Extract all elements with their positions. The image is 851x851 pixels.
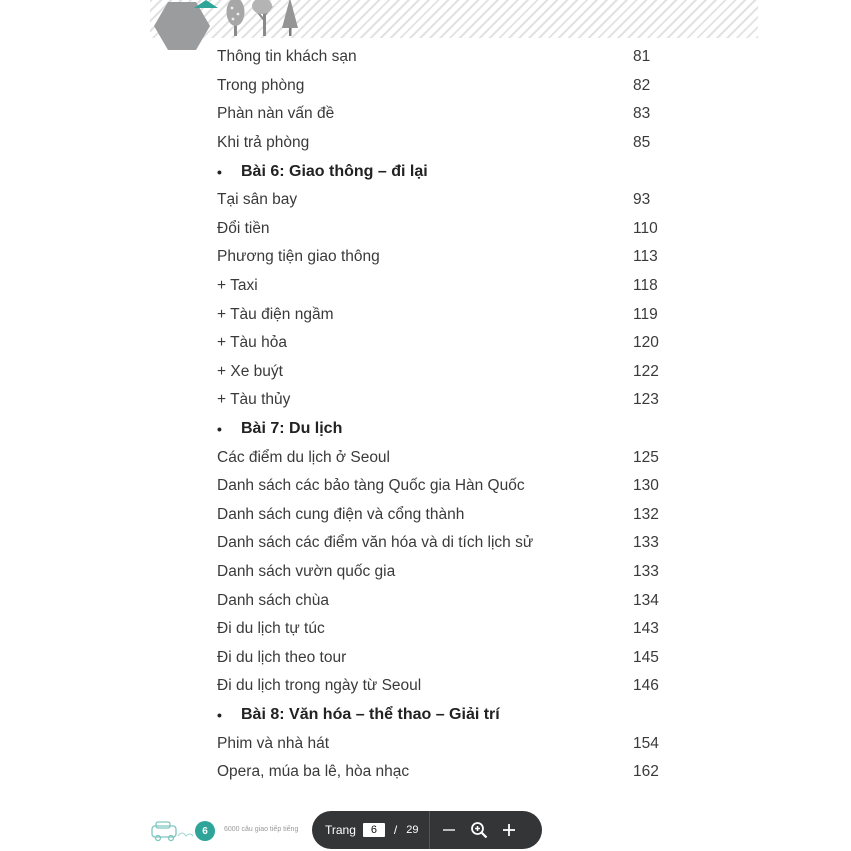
car-icon (150, 820, 194, 842)
toc-page-number: 130 (633, 477, 659, 495)
toc-page-number: 154 (633, 734, 659, 752)
zoom-button[interactable] (464, 815, 494, 845)
toolbar-divider (429, 811, 430, 849)
plus-icon (502, 823, 516, 837)
bullet-icon: • (217, 421, 222, 438)
minus-icon (442, 823, 456, 837)
toc-entry (217, 386, 677, 415)
toc-page-number: 133 (633, 534, 659, 552)
toc-page-number: 113 (633, 248, 658, 266)
toc-entry (217, 672, 677, 701)
page-label: Trang (325, 823, 356, 837)
toc-entry (217, 243, 677, 272)
toc-entry-label: Các điểm du lịch ở Seoul (217, 448, 390, 466)
toc-entry-label: Phàn nàn vấn đề (217, 105, 335, 123)
toc-page-number: 85 (633, 134, 651, 152)
toc-entry-label: + Xe buýt (217, 362, 283, 380)
section-title: Bài 7: Du lịch (241, 420, 343, 438)
toc-entry (217, 72, 677, 101)
toc-entry (217, 100, 677, 129)
toc-entry-label: Khi trả phòng (217, 134, 310, 152)
toc-page-number: 82 (633, 76, 651, 94)
toc-entry-label: + Taxi (217, 277, 258, 295)
toc-entry-label: Đi du lịch trong ngày từ Seoul (217, 677, 422, 695)
toc-entry-label: Opera, múa ba lê, hòa nhạc (217, 763, 410, 781)
toc-page-number: 93 (633, 191, 651, 209)
toc-entry (217, 643, 677, 672)
viewer-toolbar (312, 811, 542, 849)
toc-page-number: 119 (633, 305, 658, 323)
toc-entry-label: + Tàu hỏa (217, 334, 287, 352)
section-title: Bài 8: Văn hóa – thể thao – Giải trí (241, 705, 500, 723)
toc-entry-label: Danh sách vườn quốc gia (217, 562, 396, 580)
toc-entry (217, 758, 677, 787)
bullet-icon: • (217, 163, 222, 180)
toc-section-heading (217, 701, 677, 730)
toc-page-number: 125 (633, 448, 659, 466)
toc-section-heading (217, 157, 677, 186)
toc-page-number: 120 (633, 334, 659, 352)
trees-illustration (226, 0, 326, 38)
toc-entry (217, 586, 677, 615)
section-title: Bài 6: Giao thông – đi lại (241, 162, 428, 180)
toc-entry (217, 215, 677, 244)
toc-entry-label: Phim và nhà hát (217, 734, 330, 752)
triangle-decoration (194, 0, 218, 8)
toc-page-number: 123 (633, 391, 659, 409)
toc-entry (217, 300, 677, 329)
toc-page-number: 146 (633, 677, 659, 695)
toc-entry (217, 615, 677, 644)
toc-entry-label: Thông tin khách sạn (217, 48, 357, 66)
toc-entry (217, 43, 677, 72)
toc-entry-label: Trong phòng (217, 76, 305, 94)
toc-entry-label: Đổi tiền (217, 219, 270, 237)
bullet-icon: • (217, 706, 222, 723)
page-number-input[interactable]: 6 (363, 823, 385, 837)
toc-entry-label: + Tàu điện ngầm (217, 305, 334, 323)
toc-page-number: 118 (633, 277, 658, 295)
toc-entry-label: Danh sách các điểm văn hóa và di tích lịch sử (217, 534, 534, 552)
toc-entry-label: Danh sách chùa (217, 591, 330, 609)
toc-entry (217, 529, 677, 558)
toc-page-number: 162 (633, 763, 659, 781)
toc-entry (217, 558, 677, 587)
toc-entry (217, 729, 677, 758)
toc-entry (217, 329, 677, 358)
toc-entry-label: + Tàu thủy (217, 391, 291, 409)
toc-page-number: 83 (633, 105, 651, 123)
document-page (150, 0, 758, 851)
toc-page-number: 122 (633, 362, 659, 380)
toc-page-number: 110 (633, 219, 658, 237)
toc-entry-label: Đi du lịch tự túc (217, 620, 325, 638)
zoom-out-button[interactable] (434, 815, 464, 845)
toc-page-number: 81 (633, 48, 651, 66)
toc-entry-label: Danh sách cung điện và cổng thành (217, 505, 465, 523)
book-title: 6000 câu giao tiếp tiếng (224, 826, 299, 833)
toc-page-number: 132 (633, 505, 659, 523)
toc-entry (217, 443, 677, 472)
toc-entry (217, 358, 677, 387)
toc-entry-label: Danh sách các bảo tàng Quốc gia Hàn Quốc (217, 477, 525, 495)
toc-page-number: 143 (633, 620, 659, 638)
toc-page-number: 145 (633, 648, 659, 666)
zoom-in-button[interactable] (494, 815, 524, 845)
toc-entry (217, 501, 677, 530)
toc-entry (217, 472, 677, 501)
toc-entry-label: Đi du lịch theo tour (217, 648, 347, 666)
toc-section-heading (217, 415, 677, 444)
toc-entry (217, 272, 677, 301)
toc-entry (217, 129, 677, 158)
toc-entry-label: Phương tiện giao thông (217, 248, 380, 266)
toc-entry (217, 186, 677, 215)
toc-page-number: 133 (633, 562, 659, 580)
zoom-in-icon (470, 821, 488, 839)
toc-page-number: 134 (633, 591, 659, 609)
page-separator: / (393, 823, 398, 837)
total-pages: 29 (406, 824, 419, 836)
toc-entry-label: Tại sân bay (217, 191, 298, 209)
table-of-contents (217, 43, 677, 786)
page-number-badge: 6 (195, 821, 215, 841)
